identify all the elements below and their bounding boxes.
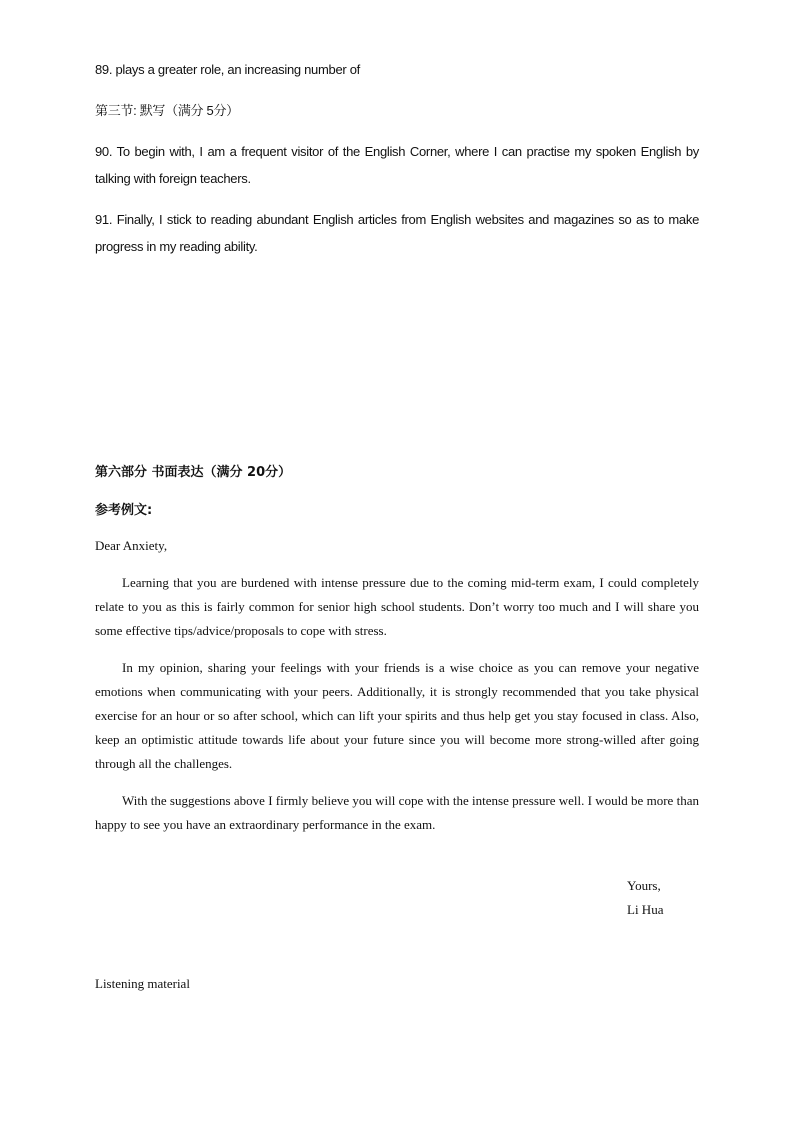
letter-paragraph-2: In my opinion, sharing your feelings with your friends is a wise choice as you can remove your negative emotions when communicating with your peers. Additionally, it is strongly recommended that you take physical exercise for an hour or so after school, which can lift your spirits and thus help get you stay focused in class. Also, keep an optimistic attitude towards life about your future since you will become more strong-willed after going through all the challenges. [95,660,699,771]
sample-essay-label: 参考例文: [95,503,153,518]
letter-salutation: Dear Anxiety, [95,538,168,553]
answer-90: 90. To begin with, I am a frequent visitor of the English Corner, where I can practise my spoken English by talking with foreign teachers. [95,144,699,186]
letter-paragraph-3: With the suggestions above I firmly believe you will cope with the intense pressure well. I would be more than happy to see you have an extraordinary performance in the exam. [95,793,699,832]
part-6-title: 第六部分 书面表达（满分 20分） [95,465,292,480]
letter-paragraph-1: Learning that you are burdened with intense pressure due to the coming mid-term exam, I could completely relate to you as this is fairly common for senior high school students. Don’t worry too much and I will share you some effective tips/advice/proposals to cope with stress. [95,575,699,638]
letter-signature: Li Hua [627,902,664,917]
listening-material-title: Listening material [95,976,190,991]
section-3-title: 第三节: 默写（满分 5分） [95,103,239,118]
answer-89: 89. plays a greater role, an increasing number of [95,62,360,77]
answer-91: 91. Finally, I stick to reading abundant English articles from English websites and magazines so as to make progress in my reading ability. [95,212,699,254]
letter-closing: Yours, [627,878,661,893]
